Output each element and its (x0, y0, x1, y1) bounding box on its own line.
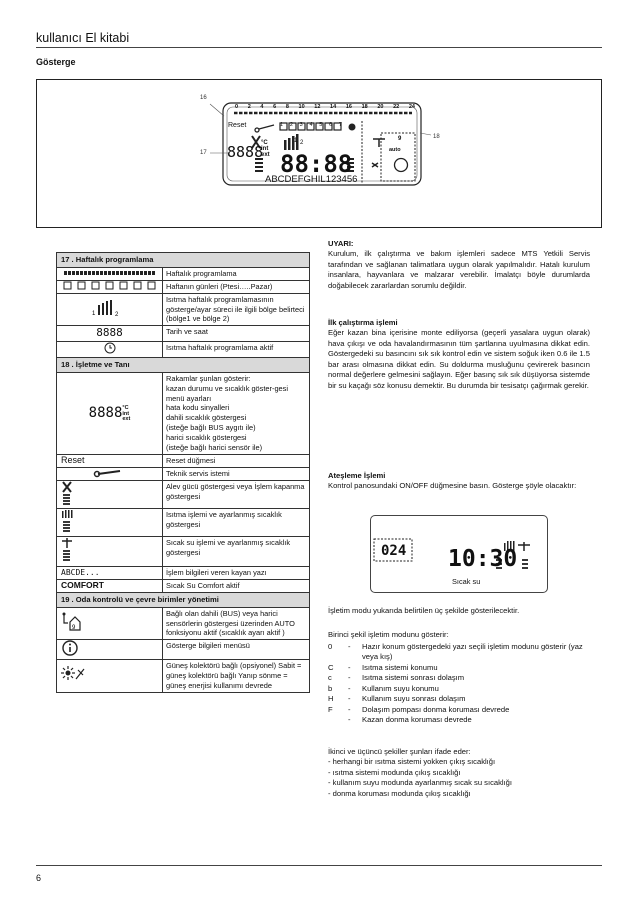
tick-label: 8 (285, 104, 289, 110)
info-icon (61, 640, 79, 656)
warning-text: Kurulum, ilk çalıştırma ve bakım işlemleri sadece MTS Yetkili Servis tarafından ve sağlanan talimatlara uygun olarak yapılmalıdır. Hatalı kurulum insanlara, hayvanlara ve malzarar verebilir. İmalatçı böyle durumlarda doğabilecek zararlardan sorumlu değildir. (328, 249, 590, 290)
svg-text:1: 1 (91, 311, 95, 318)
table-row (57, 579, 310, 592)
zone-1: 1 (294, 138, 298, 144)
digits-temp-icon: 8888 (88, 404, 123, 421)
day-number: 4 (309, 122, 313, 128)
day-number: 1 (280, 122, 284, 128)
callout-16: 16 (200, 95, 207, 101)
mode-bullet: kullanım suyu modunda ayarlanmış sıcak su sıcaklığı (332, 778, 513, 788)
code-value: Kullanım suyu konumu (362, 683, 439, 693)
tick-label: 2 (247, 104, 251, 110)
day-number: 7 (338, 122, 342, 128)
tick-label: 24 (408, 104, 415, 110)
table-row (57, 607, 310, 640)
row-weekdays: Haftanın günleri (Ptesi…..Pazar) (163, 280, 310, 293)
startup-small-digits: 024 (381, 543, 407, 559)
row-solar: Güneş kolektörü bağlı (opsiyonel) Sabit = güneş kolektörü bağlı Yanıp sönme = güneş enerjisi kullanımı devrede (163, 660, 310, 693)
unit-celsius: °C (122, 405, 129, 412)
hot-water-level-icon (61, 537, 75, 563)
ignition-text: Kontrol panosundaki ON/OFF düğmesine basın. Gösterge şöyle olacaktır: (328, 481, 577, 491)
code-key: 0 (328, 642, 333, 651)
second-mode-block: İkinci ve üçüncü şekiller şunları ifade eder: - herhangi bir ısıtma sistemi yokken çıkış sıcaklığı - ısıtma sistemi modunda çıkış sıcaklığı - kullanım suyu modunda ayarlanmış sıcak su sıcaklığı - donma koruması modunda çıkış sıcaklığı (328, 747, 590, 799)
display-bottom-text: ABCDEFGHIL123456 (265, 174, 358, 185)
header-rule (36, 47, 602, 48)
svg-text:2: 2 (114, 312, 118, 318)
program-bar-icon (62, 269, 158, 277)
heating-level-icon (61, 509, 75, 533)
code-key: b (328, 683, 333, 693)
row-hot-water-temp: Sıcak su işlemi ve ayarlanmış sıcaklık göstergesi (163, 537, 310, 567)
digit-meaning-line: hata kodu sinyalleri (166, 403, 230, 413)
row-comfort: Sıcak Su Comfort aktif (163, 579, 310, 592)
digit-meaning-line: menü ayarları (166, 393, 212, 403)
row-service-request: Teknik servis istemi (163, 467, 310, 481)
table-row (57, 280, 310, 293)
day-number: 2 (289, 122, 293, 128)
tick-label: 22 (393, 104, 400, 110)
mode-bullet: donma koruması modunda çıkış sıcaklığı (332, 788, 471, 798)
display-digits-main: 88:88 (280, 150, 353, 178)
table-row (57, 467, 310, 481)
ignition-title: Ateşleme İşlemi (328, 471, 386, 480)
table-row (57, 640, 310, 660)
first-start-title: İlk çalıştırma işlemi (328, 318, 398, 327)
callout-18: 18 (433, 134, 440, 140)
code-value: Isıtma sistemi sonrası dolaşım (362, 673, 465, 683)
tick-label: 14 (330, 104, 337, 110)
tick-label: 16 (345, 104, 352, 110)
tick-label: 10 (298, 104, 305, 110)
wrench-icon (90, 468, 130, 478)
day-number: 6 (329, 122, 333, 128)
code-value: Hazır konum göstergedeki yazı seçili işletim modunu gösterir (yaz veya kış) (362, 642, 583, 662)
startup-time: 10:30 (448, 546, 518, 572)
tick-label: 0 (235, 104, 239, 110)
display-units (261, 140, 270, 158)
row-auto-function: Bağlı olan dahili (BUS) veya harici sensörlerin göstergesi üzerinden AUTO fonksiyonu aktif (sıcaklık ayarı aktif ) (163, 607, 310, 640)
section-17-header: 17 . Haftalık programlama (57, 253, 310, 268)
mode-intro: İşletim modu yukarıda belirtilen üç şekilde gösterilecektir. (328, 606, 520, 615)
code-value: Dolaşım pompası donma koruması devrede (362, 704, 510, 714)
digit-meaning-line: (isteğe bağlı harici sensör ile) (166, 442, 263, 452)
table-row (57, 341, 310, 357)
display-digits-left: 8888 (227, 143, 264, 161)
row-zone-indicator: Isıtma haftalık programlamasının gösterge/ayar süreci ile ilgili bölge belirteci (bölge1 ve bölge 2) (163, 293, 310, 326)
tick-label: 6 (273, 104, 277, 110)
unit-int: int (122, 410, 130, 417)
digit-meaning-line: (isteğe bağlı BUS aygıtı ile) (166, 423, 256, 433)
row-heating-temp: Isıtma işlemi ve ayarlanmış sıcaklık göstergesi (163, 509, 310, 537)
comfort-icon: COMFORT (57, 579, 163, 592)
callout-17: 17 (200, 150, 207, 156)
scroll-text-icon: ABCDE... (57, 566, 163, 579)
row-weekly-program: Haftalık programlama (163, 268, 310, 281)
digit-meaning-line: harici sıcaklık göstergesi (166, 432, 247, 442)
code-value: Kazan donma koruması devrede (362, 715, 472, 725)
warning-block (328, 239, 590, 291)
manual-title: kullanıcı El kitabi (36, 31, 130, 45)
wrench-icon (255, 125, 274, 132)
page-number: 6 (36, 873, 42, 883)
ignition-block (328, 471, 590, 492)
row-info-menu: Gösterge bilgileri menüsü (163, 640, 310, 660)
first-start-text: Eğer kazan bina içerisine monte ediliyorsa (geçerli yasalara uygun olarak) hava çıkışı ve oda havalandırmasının tüm şartlarına uyulmasına dikkat edin. Göstergedeki su basıncını sık sık kontrol edin ve sistem soğuk iken 0.6 ile 1.5 bar arası olmasına dikkat edin. Su doldurma musluğunu çevirerek basıncın normal değerlere gelmesini sağlayın. Eğer basınç sık sık düşüyorsa sistemde bir su kaçağı söz konusu demektir. Bu durumda bir tesisatçı çağırmak gerekir. (328, 328, 590, 390)
table-row (57, 660, 310, 693)
digits-icon: 8888 (57, 326, 163, 342)
first-start-block (328, 318, 590, 391)
table-row (57, 509, 310, 537)
zone-2: 2 (300, 140, 304, 146)
digit-meaning-line: dahili sıcaklık göstergesi (166, 413, 247, 423)
table-row (57, 481, 310, 509)
second-mode-title: İkinci ve üçüncü şekiller şunları ifade eder: (328, 747, 471, 756)
code-key: c (328, 673, 332, 683)
weekday-boxes-icon (62, 281, 158, 290)
tick-label: 18 (361, 104, 368, 110)
table-row (57, 372, 310, 454)
table-row (57, 537, 310, 567)
digit-meaning-line: Rakamlar şunları gösterir: (166, 373, 251, 383)
tick-label: 4 (260, 104, 264, 110)
room-number: 9 (398, 136, 402, 142)
row-digit-meanings (163, 372, 310, 454)
unit-int: int (261, 146, 269, 152)
first-mode-title: Birinci şekil işletim modunu gösterir: (328, 630, 449, 639)
code-key: H (328, 694, 334, 704)
display-reset-label: Reset (228, 122, 247, 129)
table-row (57, 326, 310, 342)
row-flame-power: Alev gücü göstergesi veya İşlem kapanma göstergesi (163, 481, 310, 509)
reset-icon: Reset (57, 454, 163, 467)
section-19-header: 19 . Oda kontrolü ve çevre birimler yönetimi (57, 592, 310, 607)
table-row (57, 293, 310, 326)
room-number-glyph: 9 (72, 625, 76, 632)
unit-ext: ext (122, 416, 131, 423)
day-boxes (280, 122, 342, 128)
table-row (57, 454, 310, 467)
row-date-time: Tarih ve saat (163, 326, 310, 342)
row-program-active: Isıtma haftalık programlama aktif (163, 341, 310, 357)
mode-codes-list: 0 - Hazır konum göstergedeki yazı seçili işletim modunu gösterir (yaz veya kış) C - Isıtma sistemi konumu c - Isıtma sistemi sonrası dolaşım b - Kullanım suyu konumu H - Kullanım suyu sonrası dolaşım F - Dolaşım pompası donma koruması devrede - Kazan donma koruması devrede (328, 642, 590, 726)
day-number: 5 (319, 122, 323, 128)
clock-icon (103, 342, 117, 354)
flame-level-icon (61, 481, 75, 505)
unit-ext: ext (261, 152, 270, 158)
mode-bullet: herhangi bir ısıtma sistemi yokken çıkış sıcaklığı (332, 757, 496, 767)
tick-label: 20 (377, 104, 384, 110)
section-18-header: 18 . İşletme ve Tanı (57, 357, 310, 372)
tick-label: 12 (314, 104, 321, 110)
section-title: Gösterge (36, 57, 76, 67)
hour-ticks (235, 104, 415, 110)
code-key: C (328, 662, 334, 672)
unit-celsius: °C (261, 140, 268, 146)
display-auto: auto (389, 147, 401, 153)
row-scroll-text: İşlem bilgileri veren kayan yazı (163, 566, 310, 579)
code-key: F (328, 704, 333, 714)
row-reset-button: Reset düğmesi (163, 454, 310, 467)
startup-label: Sıcak su (452, 577, 481, 586)
room-sensor-icon (61, 611, 87, 633)
digit-meaning-line: kazan durumu ve sıcaklık göster-gesi (166, 383, 288, 393)
table-row (57, 268, 310, 281)
code-value: Isıtma sistemi konumu (362, 662, 438, 672)
warning-title: UYARI: (328, 239, 354, 248)
footer-rule (36, 865, 602, 866)
zone-heating-icon (90, 299, 130, 317)
mode-bullet: ısıtma sistemi modunda çıkış sıcaklığı (332, 767, 461, 777)
code-key (328, 715, 348, 725)
code-value: Kullanım suyu sonrası dolaşım (362, 694, 466, 704)
icon-legend-table (56, 252, 310, 693)
day-number: 3 (299, 122, 303, 128)
table-row (57, 566, 310, 579)
solar-collector-icon (61, 665, 87, 683)
